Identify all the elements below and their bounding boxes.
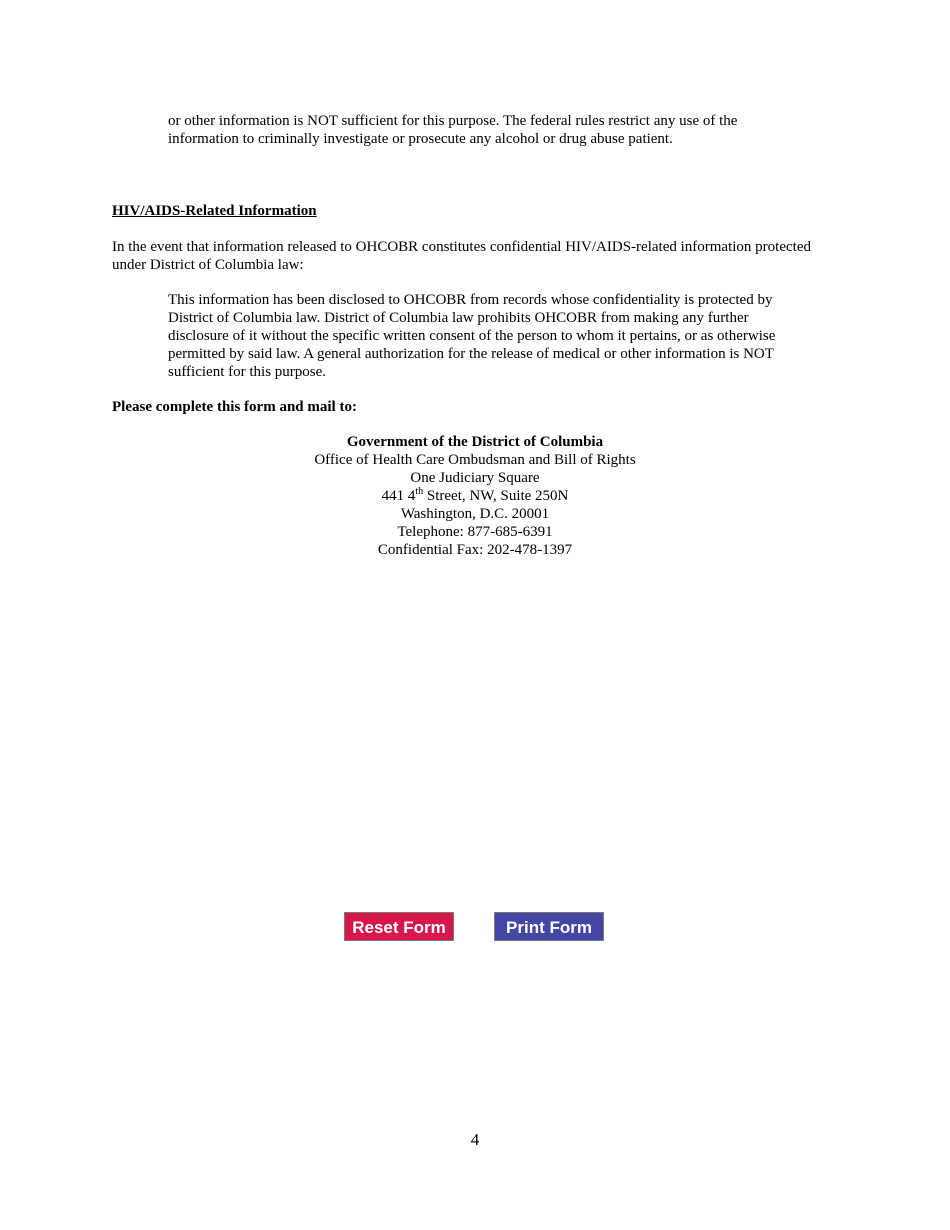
hiv-intro-line-2: under District of Columbia law: [112, 257, 304, 273]
hiv-notice-line: permitted by said law. A general authorization for the release of medical or other information is NOT [168, 346, 774, 362]
hiv-intro-line-1: In the event that information released to OHCOBR constitutes confidential HIV/AIDS-related information protected [112, 239, 811, 255]
hiv-notice-line: sufficient for this purpose. [168, 364, 327, 380]
continuation-paragraph [168, 112, 818, 148]
mailing-address [0, 433, 950, 559]
address-fax: Confidential Fax: 202-478-1397 [377, 542, 573, 558]
address-street [0, 487, 950, 505]
hiv-notice-line: District of Columbia law. District of Columbia law prohibits OHCOBR from making any further [168, 310, 749, 326]
mail-instruction: Please complete this form and mail to: [112, 399, 357, 415]
address-telephone: Telephone: 877-685-6391 [397, 524, 553, 540]
address-city: Washington, D.C. 20001 [400, 506, 550, 522]
hiv-notice-paragraph [168, 291, 818, 381]
address-office: Office of Health Care Ombudsman and Bill of Rights [314, 452, 636, 468]
print-form-button[interactable]: Print Form [494, 912, 604, 941]
address-building: One Judiciary Square [410, 470, 540, 486]
hiv-notice-line: disclosure of it without the specific written consent of the person to whom it pertains, or as otherwise [168, 328, 776, 344]
address-street-rest: Street, NW, Suite 250N [423, 488, 569, 504]
hiv-intro-paragraph [112, 238, 852, 274]
continuation-line-1: or other information is NOT sufficient for this purpose. The federal rules restrict any use of the [168, 113, 738, 129]
address-organization: Government of the District of Columbia [346, 434, 604, 450]
reset-form-button[interactable]: Reset Form [344, 912, 454, 941]
address-street-ordinal: th [415, 486, 424, 497]
continuation-line-2: information to criminally investigate or prosecute any alcohol or drug abuse patient. [168, 131, 673, 147]
address-street-number: 441 4 [381, 488, 416, 504]
hiv-section-heading: HIV/AIDS-Related Information [112, 203, 317, 219]
hiv-notice-line: This information has been disclosed to OHCOBR from records whose confidentiality is protected by [168, 292, 773, 308]
page-number: 4 [470, 1130, 480, 1149]
